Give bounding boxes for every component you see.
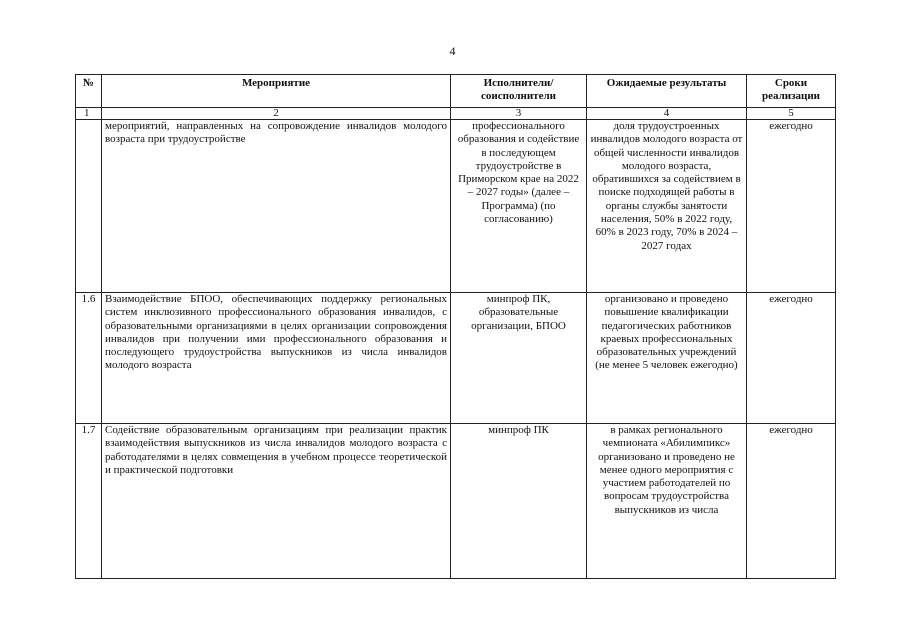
row-results: организовано и проведено повышение квалификации педагогических работников краевых профессиональных образовательных учреждений (не менее 5 человек ежегодно) [587,293,747,424]
row-terms: ежегодно [747,424,836,579]
table-header-row [76,75,836,108]
page-number: 4 [449,44,456,58]
row-event [102,120,451,293]
row-executors: минпроф ПК, образовательные организации, БПОО [451,293,587,424]
header-event: Мероприятие [102,75,451,108]
row-event-text: Содействие образовательным организациям при реализации практик взаимодействия выпускников из числа инвалидов молодого возраста с работодателями в целях совмещения в учебном процессе теоретической и практической подготовки [105,424,447,476]
column-number-2: 2 [102,108,451,120]
column-number-1: 1 [76,108,102,120]
row-event-text: мероприятий, направленных на сопровождение инвалидов молодого возраста при трудоустройстве [105,120,447,146]
row-executors: профессионального образования и содействие в последующем трудоустройстве в Приморском крае на 2022 – 2027 годы» (далее – Программа) (по согласованию) [451,120,587,293]
row-results: доля трудоустроенных инвалидов молодого возраста от общей численности инвалидов молодого возраста, обратившихся за содействием в поиске подходящей работы в органы службы занятости населения, 50% в 2022 году, 60% в 2023 году, 70% в 2024 – 2027 годах [587,120,747,293]
row-executors: минпроф ПК [451,424,587,579]
column-number-4: 4 [587,108,747,120]
header-number: № [76,75,102,108]
header-executors: Исполнители/ соисполнители [451,75,587,108]
table-row [76,120,836,293]
header-results: Ожидаемые результаты [587,75,747,108]
table-row [76,293,836,424]
row-event [102,293,451,424]
header-terms: Сроки реализации [747,75,836,108]
row-terms: ежегодно [747,293,836,424]
column-number-3: 3 [451,108,587,120]
table-row [76,424,836,579]
row-number [76,120,102,293]
column-number-row [76,108,836,120]
column-number-5: 5 [747,108,836,120]
row-results: в рамках регионального чемпионата «Абилимпикс» организовано и проведено не менее одного мероприятия с участием работодателей по вопросам трудоустройства выпускников из числа [587,424,747,579]
plan-table [75,74,836,579]
row-event-text: Взаимодействие БПОО, обеспечивающих поддержку региональных систем инклюзивного профессионального образования инвалидов, с образовательными организациями в целях организации сопровождения инвалидов при получении ими профессионального образования и последующего трудоустройства выпускников из числа инвалидов молодого возраста [105,293,447,372]
row-number: 1.6 [76,293,102,424]
row-event [102,424,451,579]
row-terms: ежегодно [747,120,836,293]
row-number: 1.7 [76,424,102,579]
